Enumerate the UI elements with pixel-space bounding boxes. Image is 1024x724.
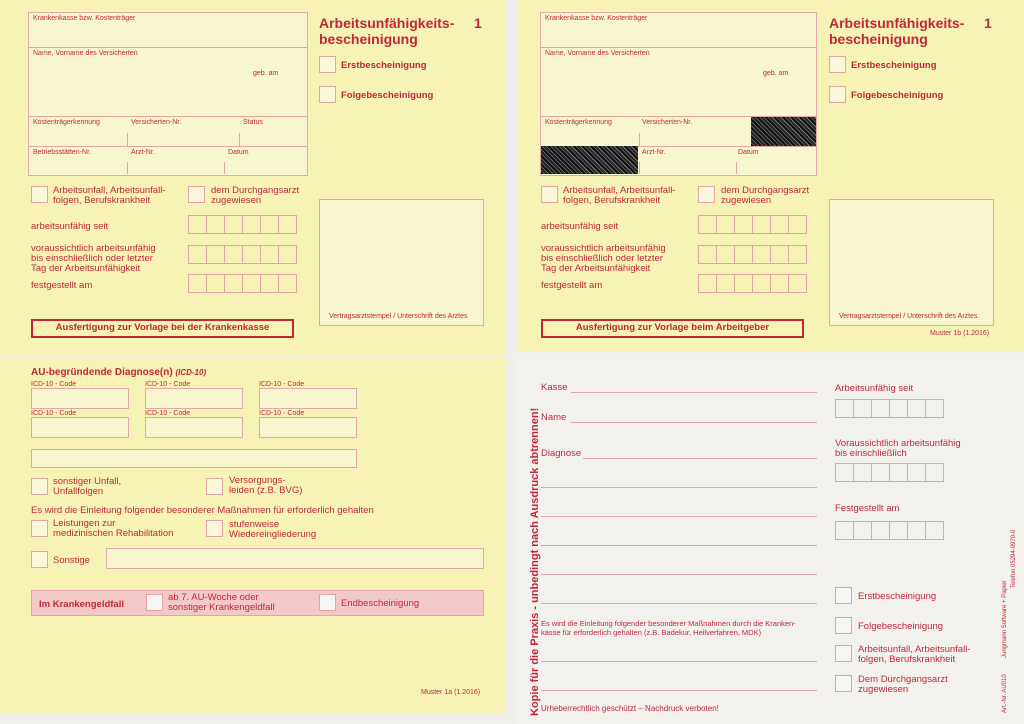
bs-nr-label: Betriebsstätten-Nr. <box>33 149 91 156</box>
icd-field-2[interactable] <box>145 388 243 409</box>
vertical-notice: Kopie für die Praxis - unbedingt nach Ausdruck abtrennen! <box>529 407 541 716</box>
title-line1: Arbeitsunfähigkeits- <box>319 15 455 31</box>
stufen-label: stufenweise Wiedereingliederung <box>229 519 317 540</box>
form-title-b: Arbeitsunfähigkeits- bescheinigung <box>829 15 965 47</box>
vor-date-boxes-d[interactable] <box>835 463 944 482</box>
unfall-label: Arbeitsunfall, Arbeitsunfall- folgen, Berufskrankheit <box>53 185 166 206</box>
page-number: 1 <box>474 15 482 31</box>
sonst-unfall-label: sonstiger Unfall, Unfallfolgen <box>53 476 122 497</box>
diagnose-label-d: Diagnose <box>541 448 582 459</box>
kasse-label-d: Kasse <box>541 382 568 393</box>
stamp-label-b: Vertragsarztstempel / Unterschrift des Arztes <box>839 313 978 320</box>
muster-1b-label: Muster 1b (1.2016) <box>930 330 990 337</box>
seit-label-b: arbeitsunfähig seit <box>541 221 619 232</box>
fest-date-boxes[interactable] <box>188 274 297 293</box>
reha-label: Leistungen zur medizinischen Rehabilitation <box>53 518 174 539</box>
status-label: Status <box>243 119 263 126</box>
stamp-label: Vertragsarztstempel / Unterschrift des Arztes <box>329 313 468 320</box>
erst-label: Erstbescheinigung <box>341 60 427 71</box>
icd-label-6: ICD-10 - Code <box>259 410 305 417</box>
name-line[interactable] <box>571 422 817 423</box>
kk-nr-label: Kostenträgerkennung <box>33 119 100 126</box>
sonst-unfall-checkbox[interactable] <box>31 478 48 495</box>
datum-label-b: Datum <box>738 149 759 156</box>
erst-checkbox[interactable] <box>319 56 336 73</box>
dga-label-d: Dem Durchgangsarzt zugewiesen <box>858 674 948 695</box>
seit-label-d: Arbeitsunfähig seit <box>835 383 914 394</box>
redacted-betriebsstaette <box>541 146 638 174</box>
dga-checkbox-b[interactable] <box>698 186 715 203</box>
erst-label-d: Erstbescheinigung <box>858 591 937 602</box>
kasse-label-b: Krankenkasse bzw. Kostenträger <box>545 15 648 22</box>
erst-checkbox-b[interactable] <box>829 56 846 73</box>
vor-label-b: voraussichtlich arbeitsunfähig bis einschließlich oder letzter Tag der Arbeitsunfähigkeit <box>541 243 666 274</box>
side-print-3: Telefon 05294-9970-0 <box>1011 529 1017 588</box>
icd-label-1: ICD-10 - Code <box>31 381 77 388</box>
unfall-label-d: Arbeitsunfall, Arbeitsunfall- folgen, Berufskrankheit <box>858 644 971 665</box>
versorgung-checkbox[interactable] <box>206 478 223 495</box>
form-krankenkasse <box>0 0 506 356</box>
folge-checkbox[interactable] <box>319 86 336 103</box>
icd-field-1[interactable] <box>31 388 129 409</box>
side-print-2: Jungmann Software + Papier <box>1002 580 1008 658</box>
name-label: Name, Vorname des Versicherten <box>33 50 138 57</box>
title-line2: bescheinigung <box>319 31 418 47</box>
geb-label: geb. am <box>253 70 279 77</box>
seit-date-boxes-b[interactable] <box>698 215 807 234</box>
vor-date-boxes-b[interactable] <box>698 245 807 264</box>
folge-label-b: Folgebescheinigung <box>851 90 944 101</box>
erst-checkbox-d[interactable] <box>835 587 852 604</box>
icd-field-4[interactable] <box>31 417 129 438</box>
form-praxis-kopie <box>515 358 1024 724</box>
name-label-d: Name <box>541 412 567 423</box>
vor-label-d: Voraussichtlich arbeitsunfähig bis einschließlich <box>835 438 961 459</box>
side-print-1: Art.-Nr. AU010 <box>1002 674 1008 713</box>
fest-date-boxes-d[interactable] <box>835 521 944 540</box>
form-diagnose <box>0 358 506 714</box>
icd-label-3: ICD-10 - Code <box>259 381 305 388</box>
unfall-label-b: Arbeitsunfall, Arbeitsunfall- folgen, Berufskrankheit <box>563 185 676 206</box>
ausfertigung-ag-label: Ausfertigung zur Vorlage beim Arbeitgeber <box>541 319 804 338</box>
seit-label: arbeitsunfähig seit <box>31 221 109 232</box>
fest-label-b: festgestellt am <box>541 280 603 291</box>
folge-label: Folgebescheinigung <box>341 90 434 101</box>
folge-label-d: Folgebescheinigung <box>858 621 944 632</box>
arzt-nr-label: Arzt-Nr. <box>131 149 155 156</box>
dga-checkbox-d[interactable] <box>835 675 852 692</box>
ausfertigung-kk-label: Ausfertigung zur Vorlage bei der Krankenkasse <box>31 319 294 338</box>
stamp-box[interactable] <box>319 199 484 326</box>
unfall-checkbox-b[interactable] <box>541 186 558 203</box>
seit-date-boxes[interactable] <box>188 215 297 234</box>
icd-field-3[interactable] <box>259 388 357 409</box>
dga-label-b: dem Durchgangsarzt zugewiesen <box>721 185 810 206</box>
unfall-checkbox[interactable] <box>31 186 48 203</box>
dga-label: dem Durchgangsarzt zugewiesen <box>211 185 300 206</box>
seit-date-boxes-d[interactable] <box>835 399 944 418</box>
geb-label-b: geb. am <box>763 70 789 77</box>
icd-field-5[interactable] <box>145 417 243 438</box>
icd-label-2: ICD-10 - Code <box>145 381 191 388</box>
kk-nr-label-b: Kostenträgerkennung <box>545 119 612 126</box>
erst-label-b: Erstbescheinigung <box>851 60 937 71</box>
stufen-checkbox[interactable] <box>206 520 223 537</box>
diag-title: AU-begründende Diagnose(n) (ICD-10) <box>31 367 207 378</box>
form-arbeitgeber <box>518 0 1024 352</box>
stamp-box-b[interactable] <box>829 199 994 326</box>
vers-nr-label-b: Versicherten-Nr. <box>642 119 693 126</box>
ab7-checkbox[interactable] <box>146 594 163 611</box>
versorgung-label: Versorgungs- leiden (z.B. BVG) <box>229 475 303 496</box>
icd-label-5: ICD-10 - Code <box>145 410 191 417</box>
sonstige-label: Sonstige <box>53 555 90 566</box>
redacted-status <box>751 117 816 146</box>
unfall-checkbox-d[interactable] <box>835 645 852 662</box>
fest-label: festgestellt am <box>31 280 93 291</box>
diag-text-field[interactable] <box>31 449 357 468</box>
vor-date-boxes[interactable] <box>188 245 297 264</box>
name-label-b: Name, Vorname des Versicherten <box>545 50 650 57</box>
massnahmen-label: Es wird die Einleitung folgender besonderer Maßnahmen durch die Kranken- kasse für erforderlich gehalten (z.B. Badekur, Heilverfahren, MDK) <box>541 619 796 637</box>
form-title <box>319 15 454 47</box>
muster-1a-label: Muster 1a (1.2016) <box>421 689 481 696</box>
end-checkbox[interactable] <box>319 594 336 611</box>
icd-field-6[interactable] <box>259 417 357 438</box>
vor-label: voraussichtlich arbeitsunfähig bis einschließlich oder letzter Tag der Arbeitsunfähigkeit <box>31 243 156 274</box>
vers-nr-label: Versicherten-Nr. <box>131 119 182 126</box>
dga-checkbox[interactable] <box>188 186 205 203</box>
ab7-label: ab 7. AU-Woche oder sonstiger Krankengeldfall <box>168 592 275 613</box>
folge-checkbox-b[interactable] <box>829 86 846 103</box>
kasse-label: Krankenkasse bzw. Kostenträger <box>33 15 136 22</box>
kasse-line[interactable] <box>571 392 817 393</box>
krankengeld-label: Im Krankengeldfall <box>39 599 124 610</box>
icd-label-4: ICD-10 - Code <box>31 410 77 417</box>
page-number-b: 1 <box>984 15 992 31</box>
reha-checkbox[interactable] <box>31 520 48 537</box>
arzt-nr-label-b: Arzt-Nr. <box>642 149 666 156</box>
end-label: Endbescheinigung <box>341 598 420 609</box>
copyright-label: Urheberrechtlich geschützt – Nachdruck verboten! <box>541 704 719 713</box>
fest-date-boxes-b[interactable] <box>698 274 807 293</box>
datum-label: Datum <box>228 149 249 156</box>
fest-label-d: Festgestellt am <box>835 503 900 514</box>
sonstige-checkbox[interactable] <box>31 551 48 568</box>
sonstige-field[interactable] <box>106 548 484 569</box>
folge-checkbox-d[interactable] <box>835 617 852 634</box>
einleitung-label: Es wird die Einleitung folgender besonderer Maßnahmen für erforderlich gehalten <box>31 505 374 516</box>
